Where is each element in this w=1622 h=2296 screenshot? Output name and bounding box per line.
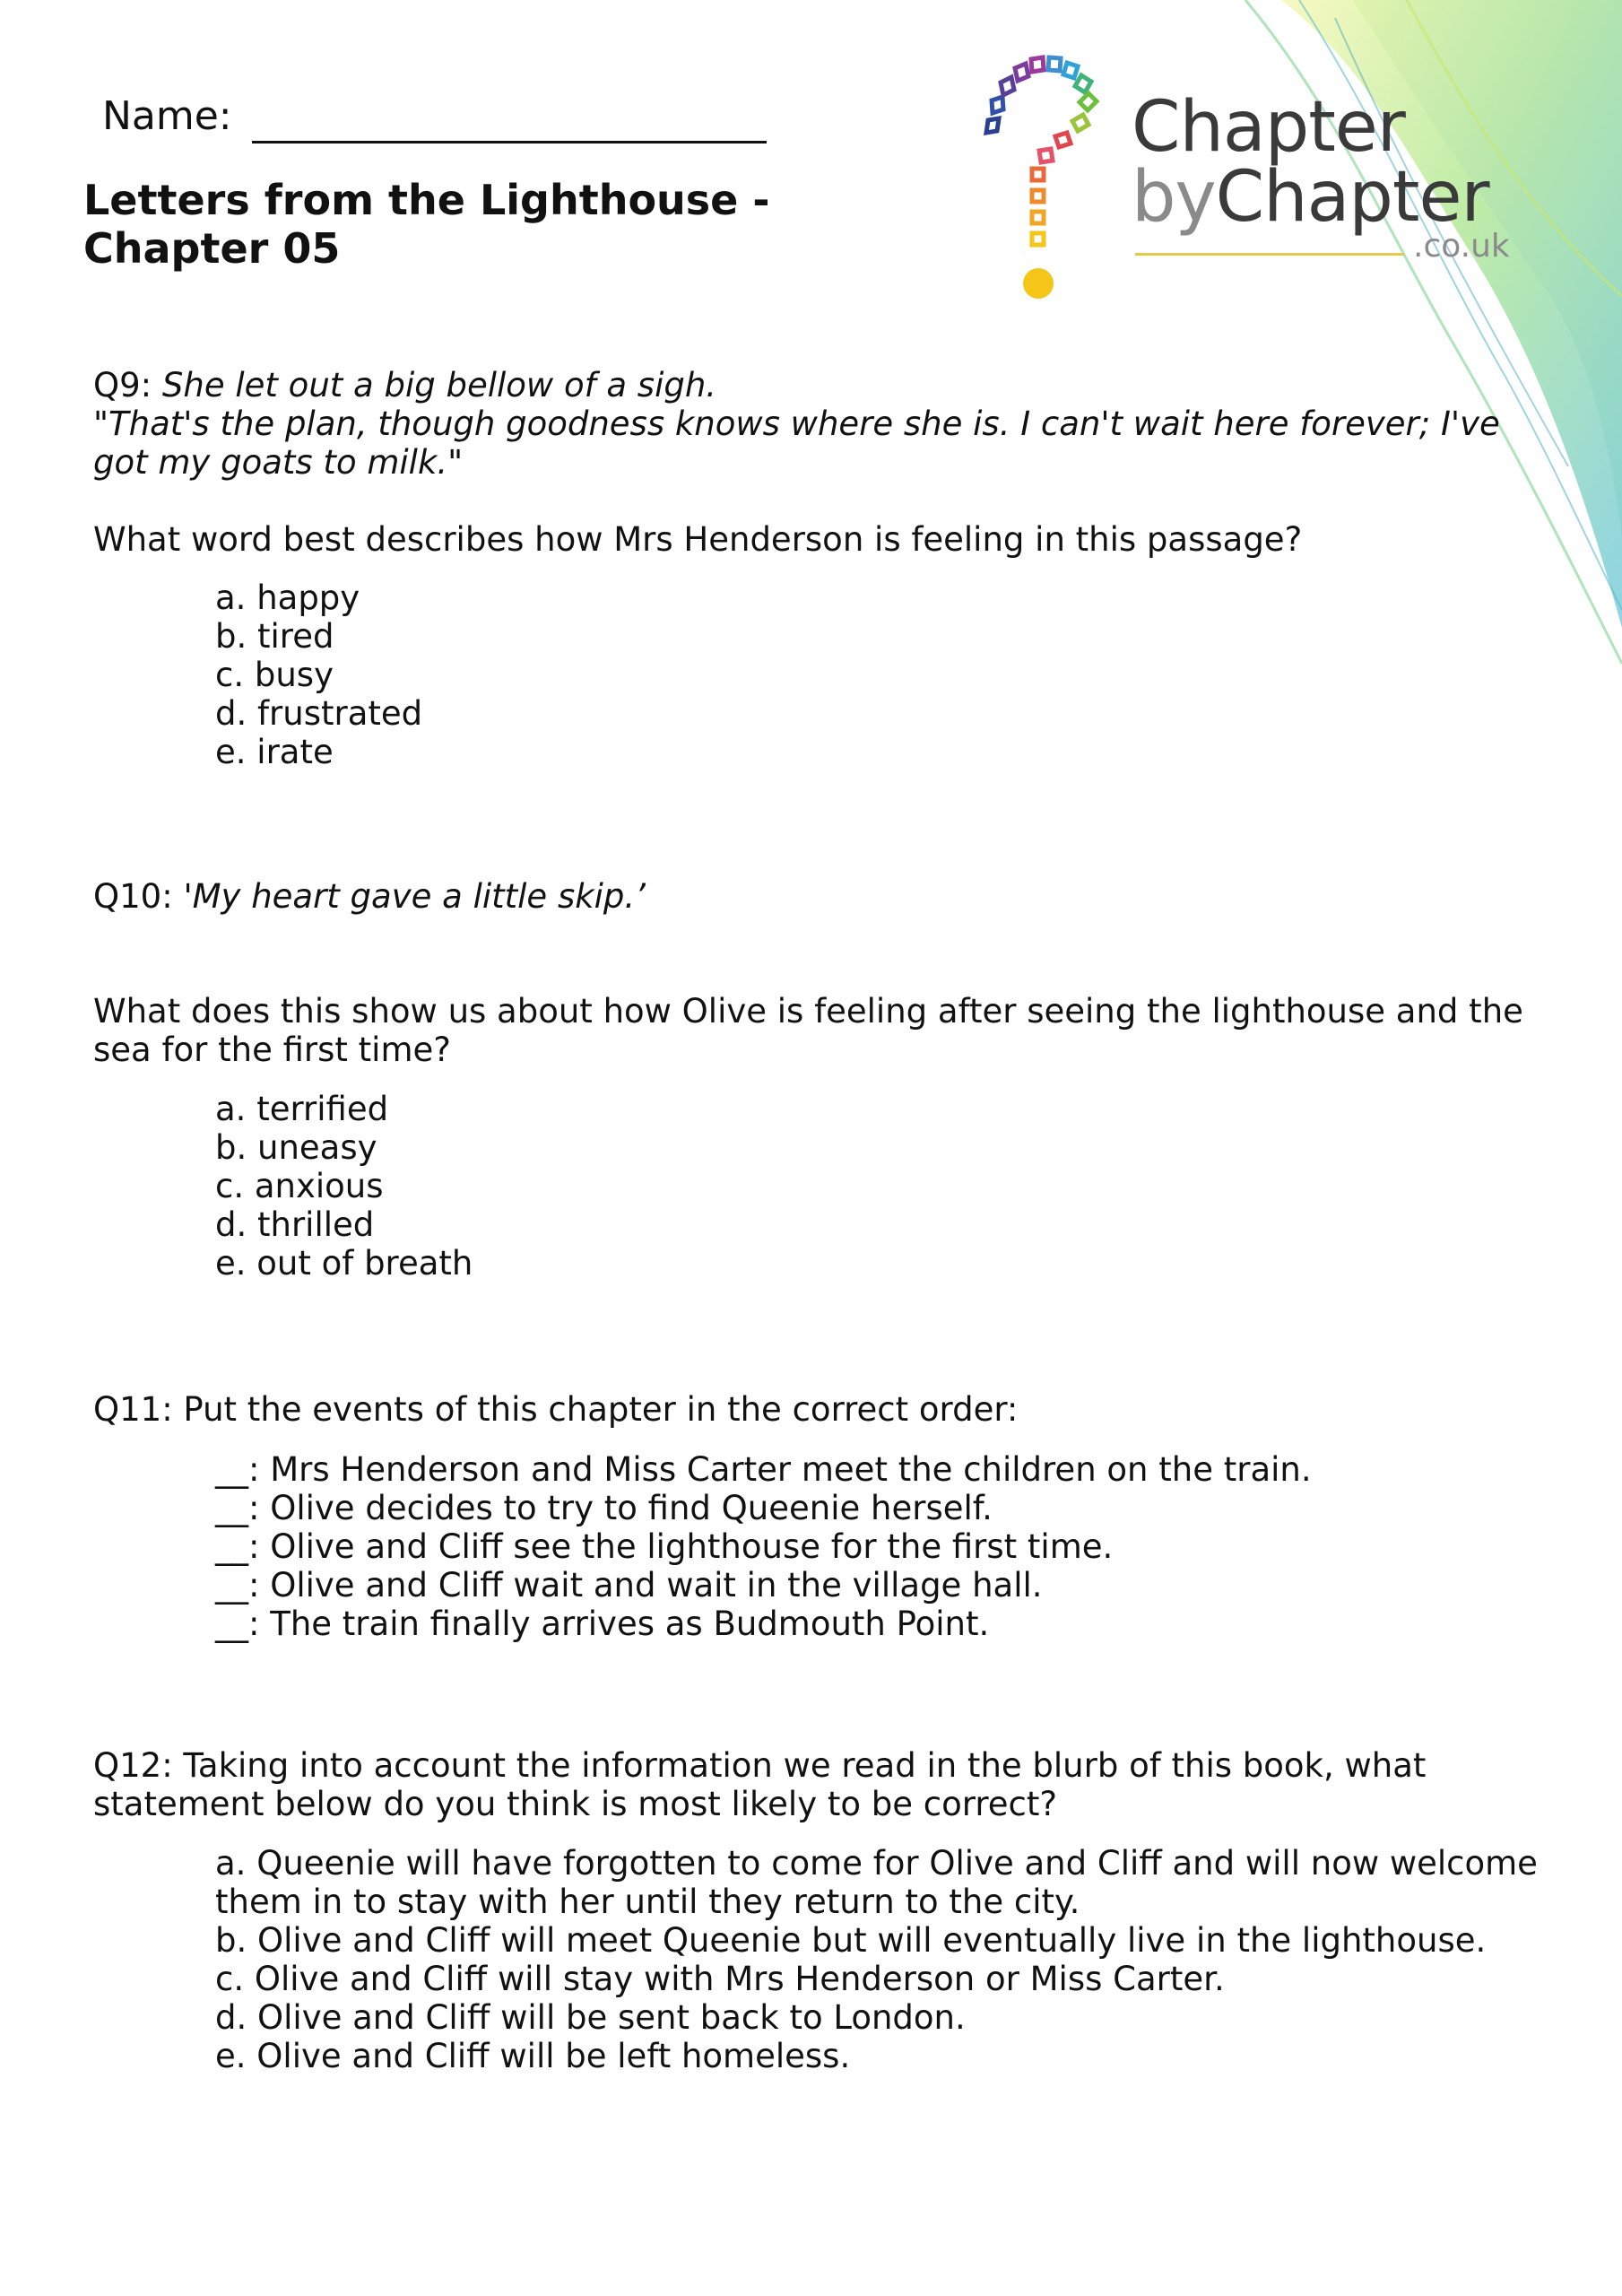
q10-option-c: c. anxious	[215, 1167, 384, 1205]
q10-question-line-2: sea for the first time?	[93, 1031, 451, 1069]
q9-quote-line-1	[93, 366, 1546, 404]
q12-option-c: c. Olive and Cliff will stay with Mrs Henderson or Miss Carter.	[215, 1960, 1225, 1998]
q12-options	[215, 1844, 1542, 2075]
question-mark-books-icon	[968, 50, 1130, 319]
q11-event-2: __: Olive decides to try to find Queenie herself.	[215, 1489, 993, 1527]
q9-quote-text-1: She let out a big bellow of a sigh.	[161, 366, 717, 404]
name-blank-line	[252, 94, 767, 144]
q10-option-b: b. uneasy	[215, 1128, 377, 1167]
worksheet-title	[83, 176, 819, 273]
logo-word-by-chapter	[1132, 157, 1489, 238]
q10-prompt	[93, 877, 1546, 916]
q9-prompt	[93, 366, 1546, 482]
q12-question-line-1: Q12: Taking into account the information we read in the blurb of this book, what	[93, 1746, 1427, 1785]
q10-quote: 'My heart gave a little skip.’	[183, 877, 646, 916]
q9-option-d: d. frustrated	[215, 694, 423, 733]
q9-options	[215, 578, 1542, 771]
q12-question-line-2: statement below do you think is most likely to be correct?	[93, 1785, 1057, 1823]
q12-option-a: a. Queenie will have forgotten to come for Olive and Cliff and will now welcome	[215, 1844, 1538, 1883]
q9-option-b: b. tired	[215, 617, 334, 656]
name-field	[102, 90, 767, 144]
q10-question	[93, 992, 1546, 1069]
q9-option-a: a. happy	[215, 578, 360, 617]
q11-events	[215, 1450, 1542, 1643]
q11-event-3: __: Olive and Cliff see the lighthouse for the first time.	[215, 1527, 1114, 1566]
q9-quote-line-3: got my goats to milk."	[93, 443, 464, 482]
q12-option-e: e. Olive and Cliff will be left homeless.	[215, 2037, 851, 2075]
q9-option-e: e. irate	[215, 733, 334, 771]
q9-label: Q9:	[93, 366, 152, 404]
logo-domain: .co.uk	[1413, 228, 1510, 265]
q10-question-line-1: What does this show us about how Olive is feeling after seeing the lighthouse and the	[93, 992, 1523, 1031]
q11-event-1: __: Mrs Henderson and Miss Carter meet the children on the train.	[215, 1450, 1312, 1489]
logo-word-chapter-2: Chapter	[1215, 157, 1489, 238]
q9-option-c: c. busy	[215, 656, 334, 694]
q12-question	[93, 1746, 1546, 1823]
logo-underline	[1135, 253, 1404, 256]
q9-question: What word best describes how Mrs Henderson is feeling in this passage?	[93, 520, 1303, 559]
q10-option-a: a. terrified	[215, 1090, 389, 1128]
q9-quote-line-2: "That's the plan, though goodness knows where she is. I can't wait here forever; I've	[93, 404, 1500, 443]
q11-event-5: __: The train finally arrives as Budmouth Point.	[215, 1605, 990, 1643]
logo-word-chapter: Chapter	[1132, 87, 1405, 168]
chapter-by-chapter-logo	[968, 50, 1542, 319]
q12-option-d: d. Olive and Cliff will be sent back to London.	[215, 1998, 966, 2037]
q12-option-b: b. Olive and Cliff will meet Queenie but will eventually live in the lighthouse.	[215, 1921, 1487, 1960]
q10-label: Q10:	[93, 877, 173, 916]
title-line-2: Chapter 05	[83, 224, 341, 273]
q10-option-e: e. out of breath	[215, 1244, 473, 1283]
logo-word-by: by	[1132, 157, 1216, 238]
q10-options	[215, 1090, 1542, 1283]
q11-event-4: __: Olive and Cliff wait and wait in the village hall.	[215, 1566, 1043, 1605]
title-line-1: Letters from the Lighthouse -	[83, 176, 770, 224]
q12-option-a-cont: them in to stay with her until they return to the city.	[215, 1883, 1080, 1921]
q11-question: Q11: Put the events of this chapter in the correct order:	[93, 1390, 1019, 1429]
name-label: Name:	[102, 93, 232, 139]
q10-option-d: d. thrilled	[215, 1205, 375, 1244]
